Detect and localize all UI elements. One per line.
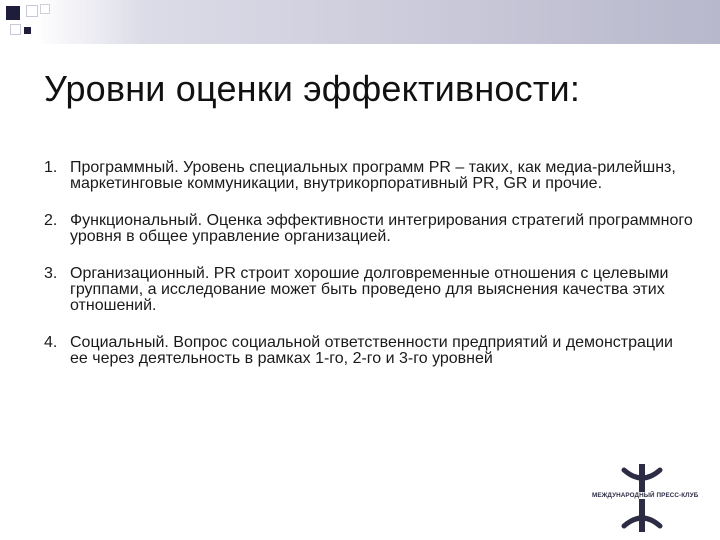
item-text: Организационный. PR строит хорошие долговременные отношения с целевыми группами, а исследование может быть проведено для выяснения качества этих отношений.: [70, 265, 669, 314]
list-item: [44, 213, 694, 245]
decor-square-5: [40, 4, 50, 14]
logo-text: МЕЖДУНАРОДНЫЙ ПРЕСС-КЛУБ: [592, 492, 699, 499]
list-item: [44, 335, 694, 367]
slide-title: Уровни оценки эффективности:: [44, 68, 581, 109]
item-number: 4.: [44, 334, 58, 351]
header-band: [0, 0, 720, 44]
levels-list: [44, 160, 694, 367]
item-text: Функциональный. Оценка эффективности интегрирования стратегий программного уровня в общее управление организацией.: [70, 212, 693, 245]
decor-square-1: [6, 6, 20, 20]
press-club-logo: [592, 462, 699, 534]
item-text: Программный. Уровень специальных программ PR – таких, как медиа-рилейшнз, маркетинговые коммуникации, внутрикорпоративный PR, GR и прочие.: [70, 159, 676, 192]
decor-square-3: [10, 24, 21, 35]
item-number: 2.: [44, 212, 58, 229]
item-number: 3.: [44, 265, 58, 282]
decor-square-4: [24, 27, 31, 34]
item-number: 1.: [44, 159, 58, 176]
list-item: [44, 160, 694, 192]
item-text: Социальный. Вопрос социальной ответственности предприятий и демонстрации ее через деятельность в рамках 1-го, 2-го и 3-го уровней: [70, 334, 673, 367]
decor-square-2: [26, 5, 38, 17]
list-item: [44, 266, 694, 314]
